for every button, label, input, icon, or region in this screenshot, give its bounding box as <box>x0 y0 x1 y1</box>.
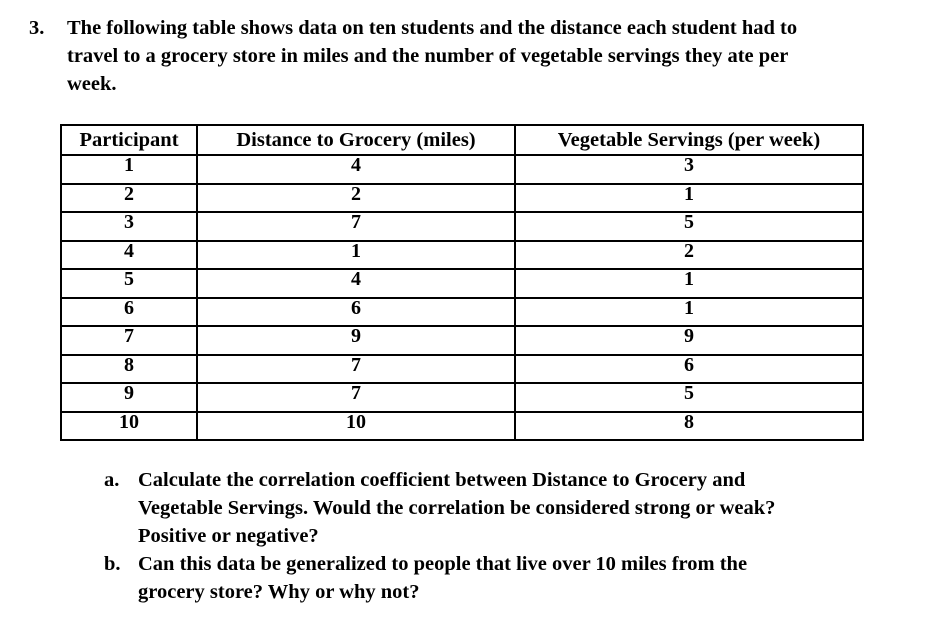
table-row <box>61 212 863 241</box>
data-table <box>60 124 864 441</box>
cell-participant: 8 <box>61 355 197 384</box>
table-header-row <box>61 125 863 155</box>
table-row <box>61 326 863 355</box>
cell-distance: 1 <box>197 241 515 270</box>
cell-servings: 1 <box>515 298 863 327</box>
question-text-line: The following table shows data on ten students and the distance each student had to <box>67 17 798 39</box>
cell-servings: 8 <box>515 412 863 441</box>
subquestion-line: Can this data be generalized to people that live over 10 miles from the <box>138 553 748 575</box>
subquestion-marker: a. <box>104 469 120 491</box>
cell-servings: 5 <box>515 383 863 412</box>
cell-distance: 4 <box>197 269 515 298</box>
subquestion-marker: b. <box>104 553 121 575</box>
header-vegetable-servings: Vegetable Servings (per week) <box>515 125 863 155</box>
table-row <box>61 298 863 327</box>
cell-distance: 7 <box>197 383 515 412</box>
cell-distance: 10 <box>197 412 515 441</box>
table-row <box>61 241 863 270</box>
cell-distance: 6 <box>197 298 515 327</box>
subquestion-line: grocery store? Why or why not? <box>138 581 420 603</box>
table-row <box>61 155 863 184</box>
cell-distance: 2 <box>197 184 515 213</box>
cell-servings: 6 <box>515 355 863 384</box>
cell-servings: 5 <box>515 212 863 241</box>
cell-participant: 5 <box>61 269 197 298</box>
header-distance: Distance to Grocery (miles) <box>197 125 515 155</box>
cell-participant: 10 <box>61 412 197 441</box>
cell-distance: 7 <box>197 212 515 241</box>
cell-distance: 7 <box>197 355 515 384</box>
cell-participant: 6 <box>61 298 197 327</box>
cell-servings: 3 <box>515 155 863 184</box>
cell-servings: 2 <box>515 241 863 270</box>
cell-servings: 1 <box>515 184 863 213</box>
cell-participant: 7 <box>61 326 197 355</box>
question-text <box>67 14 925 98</box>
subquestion-line: Vegetable Servings. Would the correlation be considered strong or weak? <box>138 497 776 519</box>
cell-servings: 1 <box>515 269 863 298</box>
cell-participant: 2 <box>61 184 197 213</box>
cell-participant: 9 <box>61 383 197 412</box>
subquestion-b <box>100 550 920 606</box>
subquestion-line: Positive or negative? <box>138 525 319 547</box>
table-row <box>61 412 863 441</box>
table-row <box>61 269 863 298</box>
subquestion-list <box>100 466 920 606</box>
subquestion-line: Calculate the correlation coefficient between Distance to Grocery and <box>138 469 746 491</box>
cell-servings: 9 <box>515 326 863 355</box>
table-row <box>61 184 863 213</box>
table-row <box>61 383 863 412</box>
question-number: 3. <box>29 17 45 39</box>
cell-distance: 4 <box>197 155 515 184</box>
cell-participant: 3 <box>61 212 197 241</box>
question-text-line: travel to a grocery store in miles and the number of vegetable servings they ate per <box>67 45 789 67</box>
table-row <box>61 355 863 384</box>
cell-participant: 1 <box>61 155 197 184</box>
cell-distance: 9 <box>197 326 515 355</box>
cell-participant: 4 <box>61 241 197 270</box>
header-participant: Participant <box>61 125 197 155</box>
question-text-line: week. <box>67 73 117 95</box>
subquestion-a <box>100 466 920 550</box>
